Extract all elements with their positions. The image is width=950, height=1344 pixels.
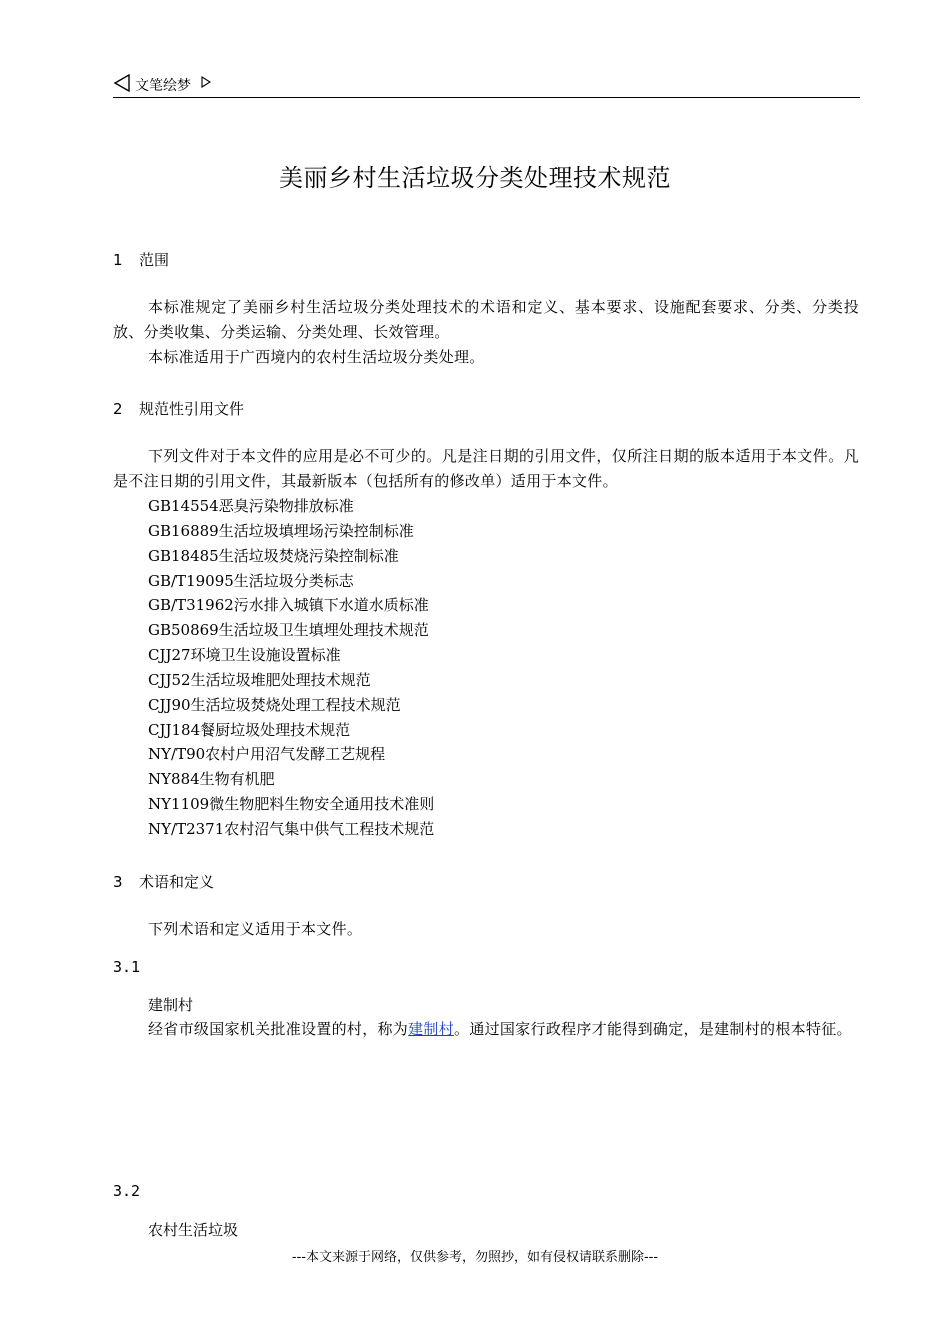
definition-text: 。通过国家行政程序才能得到确定，是建制村的根本特征。: [454, 1020, 852, 1038]
section-title: 范围: [139, 251, 170, 269]
definition-paragraph: [113, 1017, 859, 1042]
page-title: 美丽乡村生活垃圾分类处理技术规范: [279, 164, 671, 192]
reference-item: GB/T31962污水排入城镇下水道水质标准: [148, 596, 429, 615]
section-number: 3: [113, 873, 123, 891]
reference-list: [148, 494, 434, 842]
scope-applicability-paragraph: 本标准适用于广西境内的农村生活垃圾分类处理。: [148, 348, 485, 366]
reference-item: GB16889生活垃圾填埋场污染控制标准: [148, 521, 414, 540]
section-heading-scope: [113, 249, 169, 270]
reference-item: CJJ52生活垃圾堆肥处理技术规范: [148, 670, 371, 689]
term-link[interactable]: 建制村: [408, 1020, 455, 1038]
subsection-number: 3.1: [113, 958, 141, 976]
reference-item: GB18485生活垃圾焚烧污染控制标准: [148, 546, 399, 565]
section-heading-references: [113, 398, 244, 419]
page-footer-disclaimer: ---本文来源于网络，仅供参考，勿照抄，如有侵权请联系删除---: [291, 1250, 659, 1265]
page-header: [113, 72, 859, 96]
reference-item: NY/T2371农村沼气集中供气工程技术规范: [148, 819, 435, 838]
section-title: 术语和定义: [139, 873, 215, 891]
header-brand: 文笔绘梦: [135, 78, 191, 94]
triangle-left-icon: [113, 74, 131, 92]
reference-item: GB50869生活垃圾卫生填埋处理技术规范: [148, 621, 429, 640]
references-intro-paragraph: 下列文件对于本文件的应用是必不可少的。凡是注日期的引用文件，仅所注日期的版本适用于本文件。凡是不注日期的引用文件，其最新版本（包括所有的修改单）适用于本文件。: [113, 447, 859, 490]
term-heading: 建制村: [148, 996, 194, 1014]
section-title: 规范性引用文件: [139, 400, 245, 418]
reference-item: GB/T19095生活垃圾分类标志: [148, 571, 354, 590]
triangle-right-icon: [201, 76, 211, 88]
term-heading: 农村生活垃圾: [148, 1221, 239, 1239]
header-divider: [113, 97, 860, 98]
subsection-number: 3.2: [113, 1182, 141, 1200]
section-number: 1: [113, 251, 123, 269]
definition-text: 经省市级国家机关批准设置的村，称为: [148, 1020, 409, 1038]
section-heading-terms: [113, 871, 214, 892]
scope-paragraph: 本标准规定了美丽乡村生活垃圾分类处理技术的术语和定义、基本要求、设施配套要求、分类、分类投放、分类收集、分类运输、分类处理、长效管理。: [113, 298, 859, 341]
reference-item: NY/T90农村户用沼气发酵工艺规程: [148, 745, 386, 764]
reference-item: NY1109微生物肥料生物安全通用技术准则: [148, 795, 435, 814]
reference-item: CJJ27环境卫生设施设置标准: [148, 646, 341, 665]
section-number: 2: [113, 400, 123, 418]
reference-item: NY884生物有机肥: [148, 770, 275, 789]
reference-item: CJJ90生活垃圾焚烧处理工程技术规范: [148, 695, 401, 714]
reference-item: CJJ184餐厨垃圾处理技术规范: [148, 720, 351, 739]
reference-item: GB14554恶臭污染物排放标准: [148, 497, 354, 515]
terms-intro-paragraph: 下列术语和定义适用于本文件。: [148, 920, 363, 938]
